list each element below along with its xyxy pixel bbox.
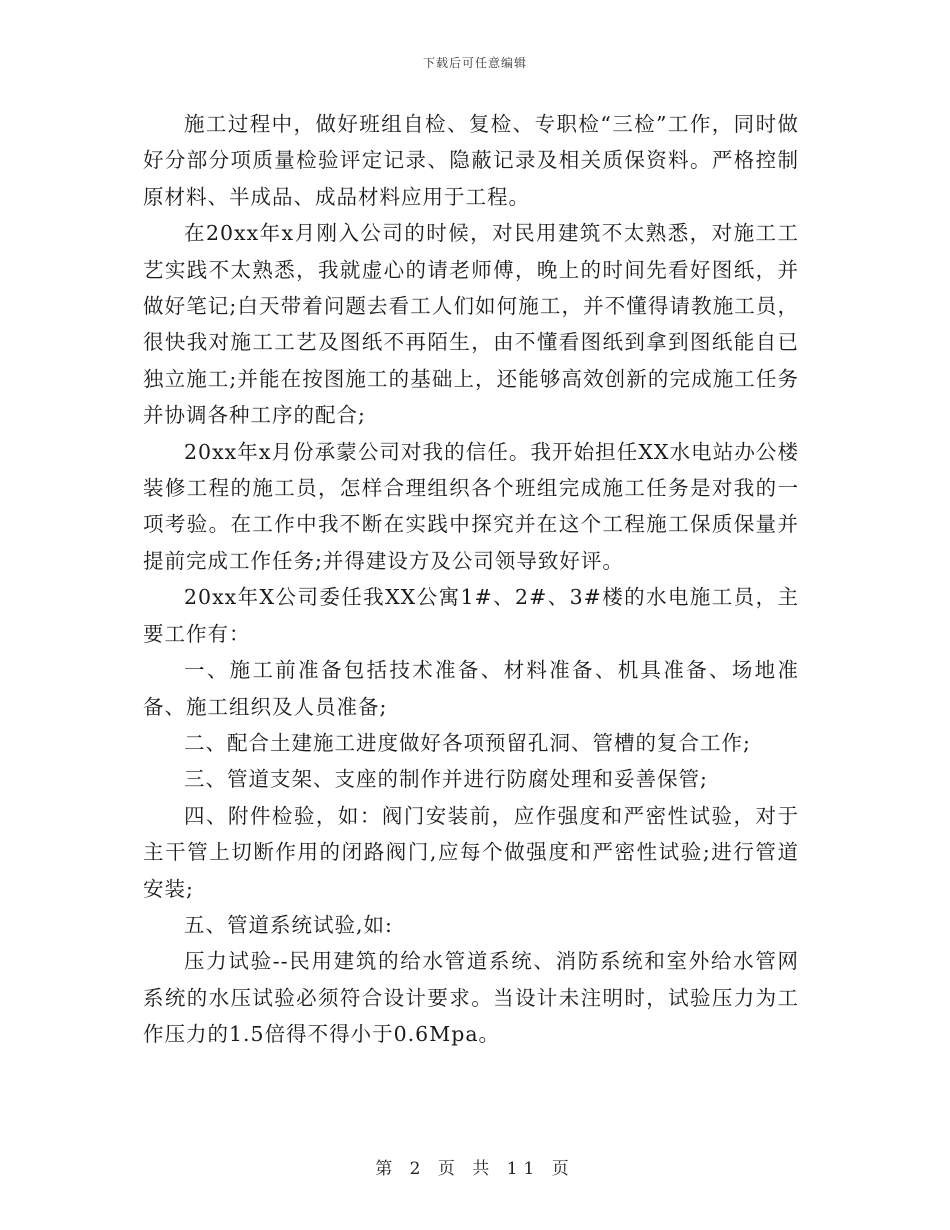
page-number: 第 2 页 共 11 页 — [375, 1159, 575, 1179]
paragraph: 五、管道系统试验,如: — [184, 912, 393, 937]
document-body — [143, 106, 799, 1053]
paragraph: 20xx年X公司委任我XX公寓1#、2#、3#楼的水电施工员，主要工作有： — [143, 585, 799, 646]
header-note: 下载后可任意编辑 — [422, 56, 527, 70]
paragraph: 施工过程中，做好班组自检、复检、专职检“三检”工作，同时做好分部分项质量检验评定记录、隐蔽记录及相关质保资料。严格控制原材料、半成品、成品材料应用于工程。 — [143, 112, 799, 209]
paragraph: 三、管道支架、支座的制作并进行防腐处理和妥善保管; — [184, 767, 708, 792]
paragraph: 二、配合土建施工进度做好各项预留孔洞、管槽的复合工作; — [184, 730, 751, 755]
paragraph: 在20xx年x月刚入公司的时候，对民用建筑不太熟悉，对施工工艺实践不太熟悉，我就虚心的请老师傅，晚上的时间先看好图纸，并做好笔记;白天带着问题去看工人们如何施工，并不懂得请教施工员，很快我对施工工艺及图纸不再陌生，由不懂看图纸到拿到图纸能自已独立施工;并能在按图施工的基础上，还能够高效创新的完成施工任务并协调各种工序的配合; — [143, 221, 799, 428]
paragraph: 四、附件检验，如：阀门安装前，应作强度和严密性试验，对于主干管上切断作用的闭路阀门,应每个做强度和严密性试验;进行管道安装; — [143, 803, 799, 901]
paragraph: 压力试验--民用建筑的给水管道系统、消防系统和室外给水管网系统的水压试验必须符合设计要求。当设计未注明时，试验压力为工作压力的1.5倍得不得小于0.6Mpa。 — [143, 949, 799, 1047]
paragraph: 20xx年x月份承蒙公司对我的信任。我开始担任XX水电站办公楼装修工程的施工员，怎样合理组织各个班组完成施工任务是对我的一项考验。在工作中我不断在实践中探究并在这个工程施工保质保量并提前完成工作任务;并得建设方及公司领导致好评。 — [143, 439, 799, 573]
paragraph: 一、施工前准备包括技术准备、材料准备、机具准备、场地准备、施工组织及人员准备; — [143, 658, 799, 719]
